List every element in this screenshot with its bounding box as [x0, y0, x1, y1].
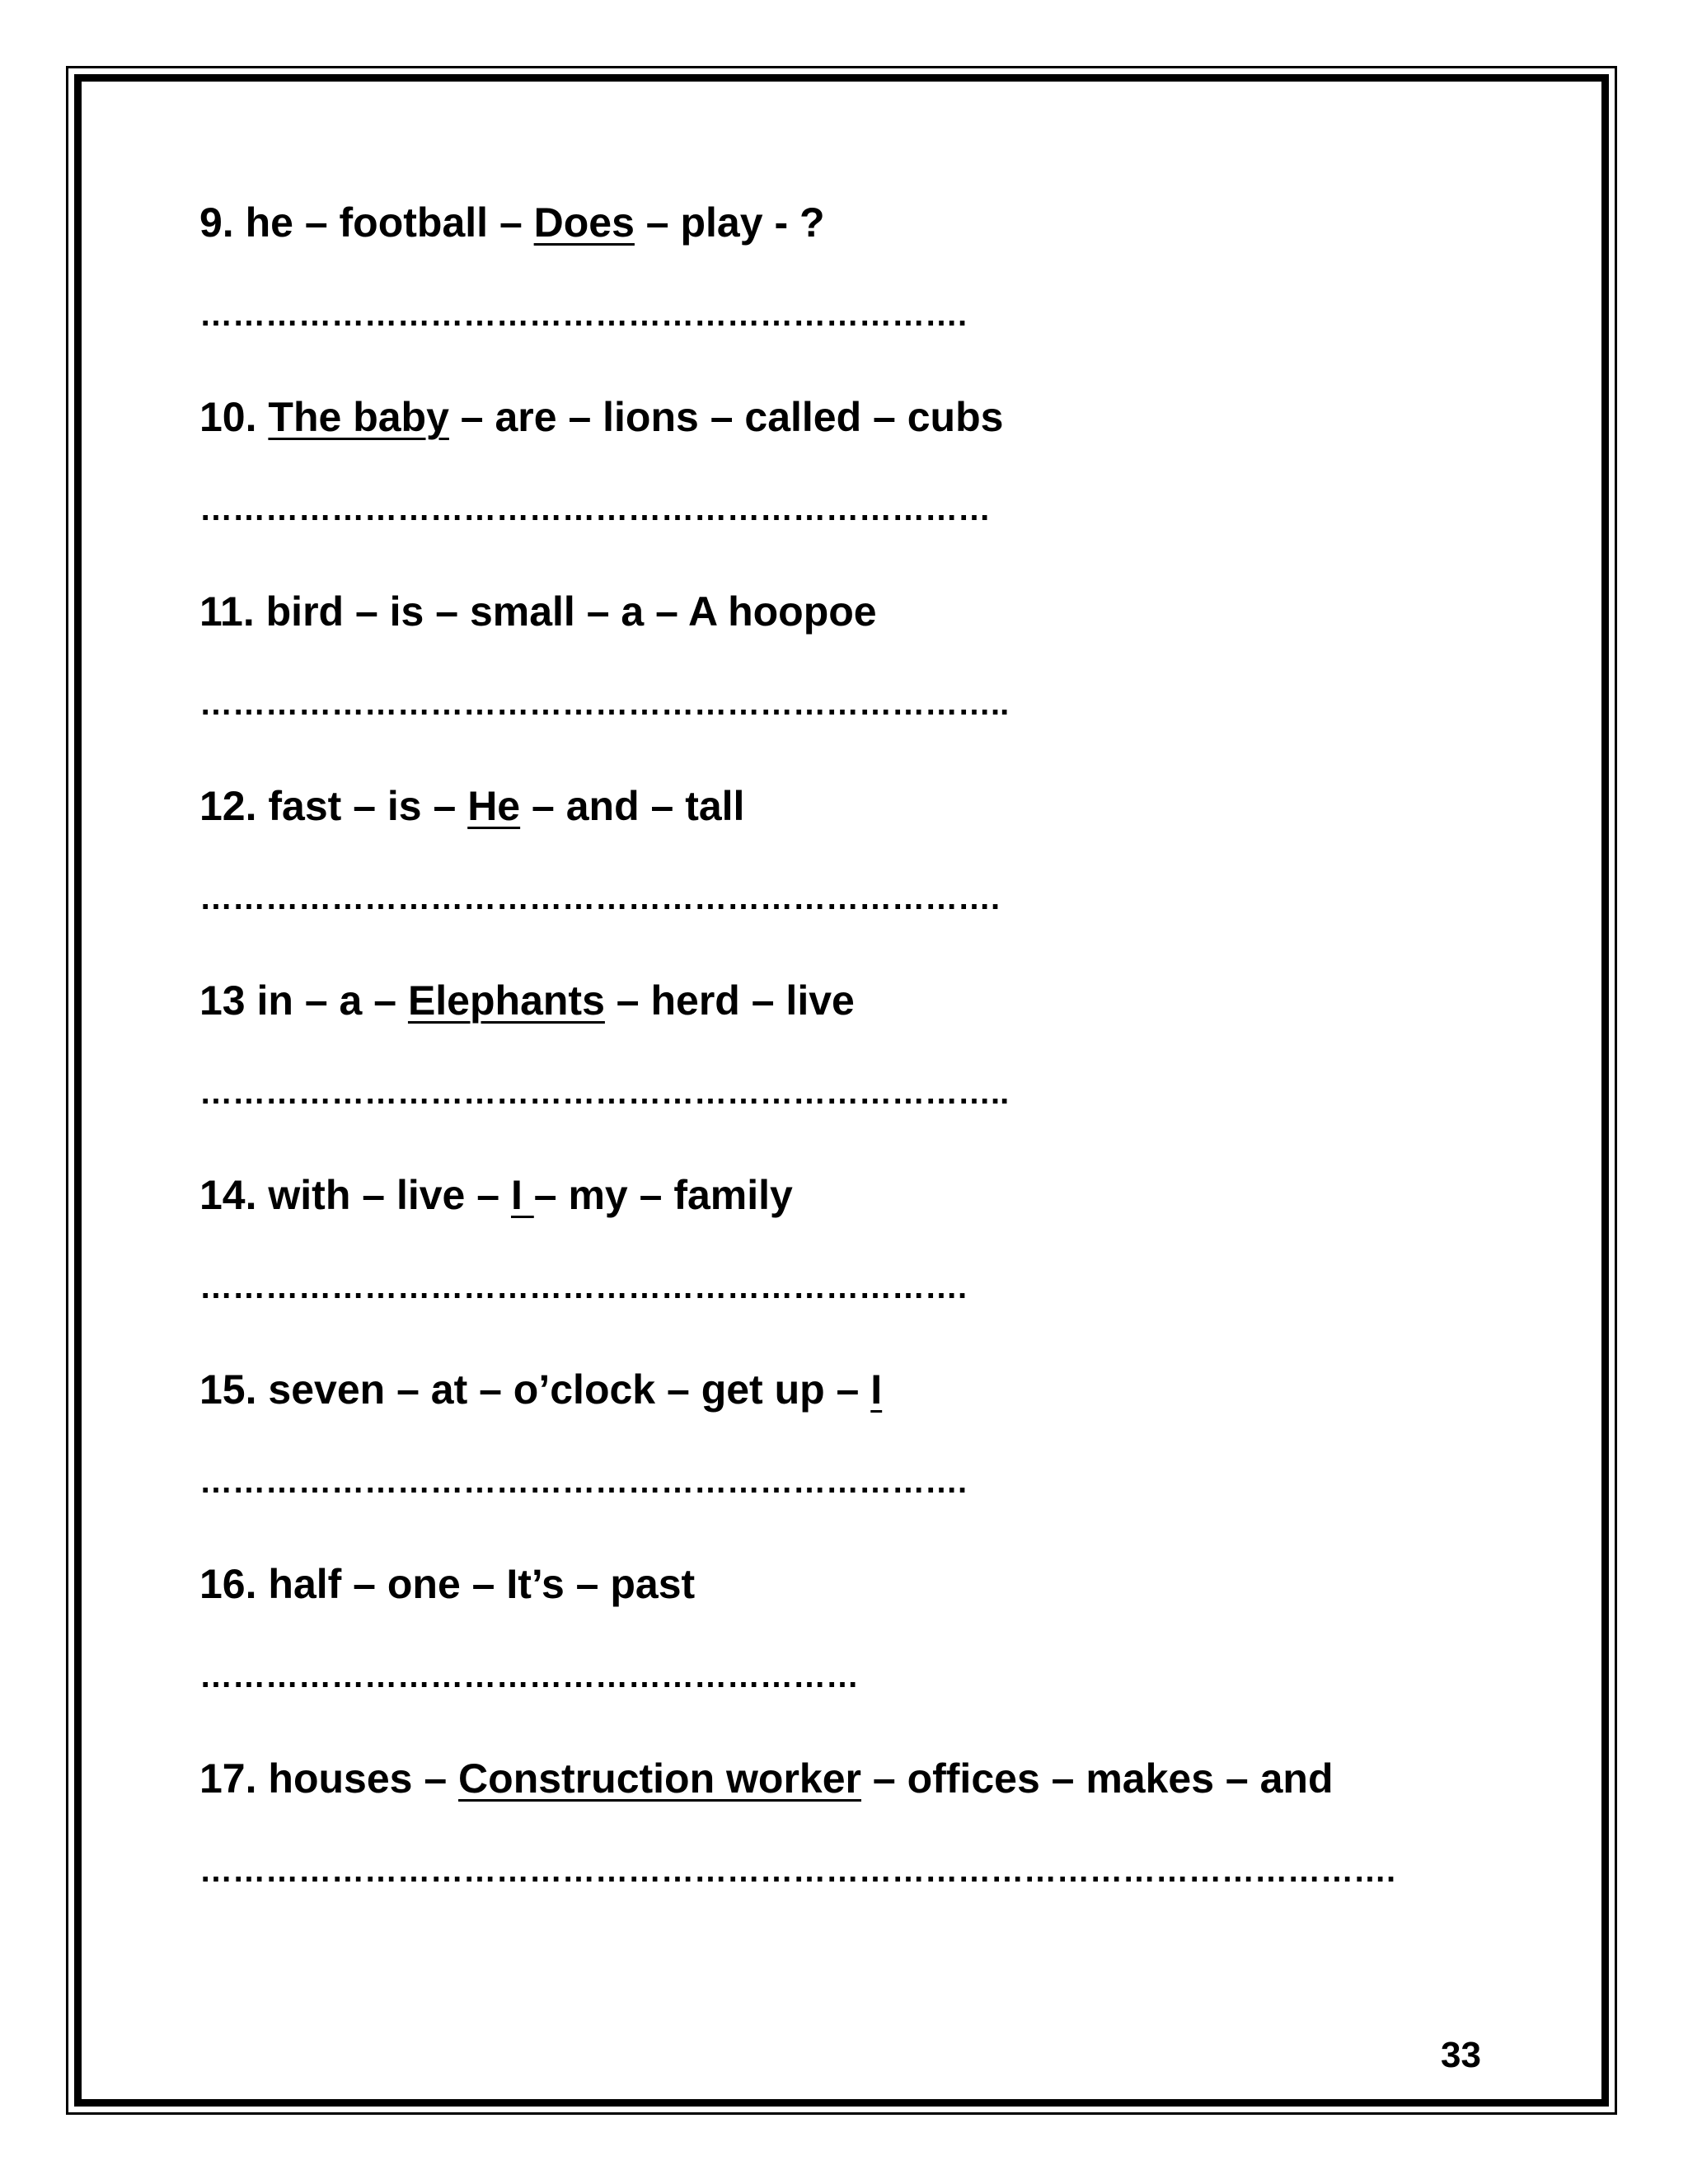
exercise-item-10 [199, 391, 1518, 585]
question-text: 15. seven – at – o’clock – get up – [199, 1366, 871, 1413]
underlined-word: I [870, 1366, 883, 1413]
question-14 [199, 1169, 1518, 1221]
question-text: 10. [199, 394, 269, 440]
answer-line-17[interactable]: ………………………………………………………………………………………………. [199, 1853, 1396, 1889]
question-text: – are – lions – called – cubs [448, 394, 1004, 440]
answer-line-14[interactable]: ……………………………………………………………. [199, 1269, 968, 1305]
exercise-item-17 [199, 1752, 1518, 1947]
exercise-item-14 [199, 1169, 1518, 1363]
question-text: 14. with – live – [199, 1172, 511, 1218]
question-text: 12. fast – is – [199, 783, 468, 829]
answer-line-15[interactable]: ……………………………………………………………. [199, 1464, 968, 1500]
question-text: – play - ? [634, 199, 825, 246]
underlined-word: I [510, 1172, 534, 1218]
question-text: – and – tall [520, 783, 745, 829]
question-17 [199, 1752, 1518, 1805]
exercise-item-11 [199, 585, 1518, 780]
question-15 [199, 1363, 1518, 1416]
question-text: 17. houses – [199, 1755, 459, 1802]
question-text: – herd – live [604, 977, 855, 1024]
answer-line-12[interactable]: ………………………………………………………………. [199, 880, 1001, 916]
question-10 [199, 391, 1518, 443]
page-number: 33 [1441, 2035, 1481, 2075]
question-13 [199, 974, 1518, 1027]
question-text: – my – family [533, 1172, 793, 1218]
answer-line-9[interactable]: ……………………………………………………………. [199, 297, 968, 333]
underlined-word: Construction worker [458, 1755, 861, 1802]
underlined-word: The baby [268, 394, 449, 440]
answer-line-11[interactable]: ……………………………………………………………….. [199, 686, 1010, 722]
question-text: 13 in – a – [199, 977, 408, 1024]
question-11 [199, 585, 1518, 638]
worksheet-content [199, 196, 1518, 1947]
underlined-word: Elephants [407, 977, 605, 1024]
question-12 [199, 780, 1518, 832]
question-9 [199, 196, 1518, 249]
exercise-item-9 [199, 196, 1518, 391]
answer-line-13[interactable]: ……………………………………………………………….. [199, 1075, 1010, 1111]
answer-line-10[interactable]: ……………………………………………………………… [199, 491, 991, 527]
underlined-word: Does [533, 199, 635, 246]
exercise-item-15 [199, 1363, 1518, 1558]
exercise-item-12 [199, 780, 1518, 974]
question-text: 11. bird – is – small – a – A hoopoe [199, 588, 877, 635]
answer-line-16[interactable]: …………………………………………………… [199, 1658, 859, 1694]
question-16 [199, 1558, 1518, 1610]
question-text: 16. half – one – It’s – past [199, 1561, 696, 1607]
question-text: – offices – makes – and [861, 1755, 1334, 1802]
exercise-item-13 [199, 974, 1518, 1169]
question-text: 9. he – football – [199, 199, 534, 246]
exercise-item-16 [199, 1558, 1518, 1752]
underlined-word: He [467, 783, 521, 829]
